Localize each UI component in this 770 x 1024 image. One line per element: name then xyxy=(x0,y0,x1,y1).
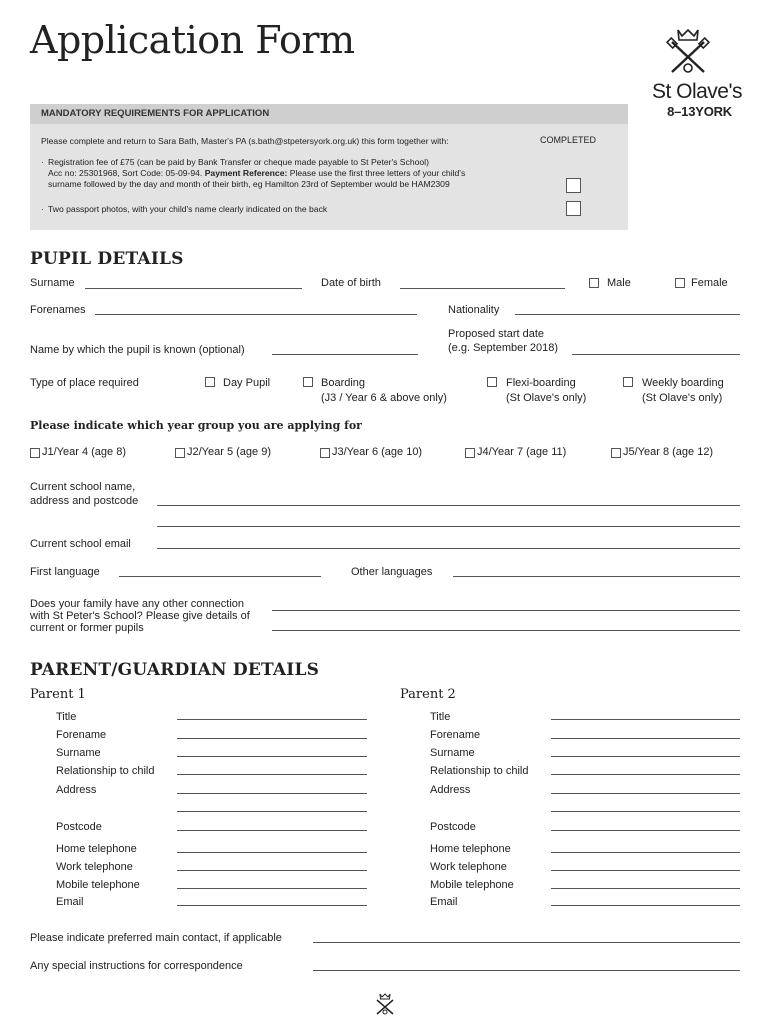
school-name-label-2: address and postcode xyxy=(30,495,139,507)
flexi-boarding-note: (St Olave's only) xyxy=(506,392,587,404)
p1-email-field[interactable] xyxy=(177,905,367,906)
day-pupil-label: Day Pupil xyxy=(223,377,271,389)
year-group-heading: Please indicate which year group you are applying for xyxy=(30,419,362,432)
p1-forename-field[interactable] xyxy=(177,738,367,739)
school-email-field[interactable] xyxy=(157,548,740,549)
preferred-contact-label: Please indicate preferred main contact, if applicable xyxy=(30,932,282,944)
footer-crest-icon xyxy=(373,992,397,1016)
logo-name: St Olave's xyxy=(651,80,742,103)
p1-address-label: Address xyxy=(56,784,97,796)
p2-forename-field[interactable] xyxy=(551,738,740,739)
p1-home-tel-label: Home telephone xyxy=(56,843,137,855)
flexi-boarding-checkbox[interactable] xyxy=(487,377,497,387)
proposed-start-example: (e.g. September 2018) xyxy=(448,342,559,354)
p2-work-tel-field[interactable] xyxy=(551,870,740,871)
p1-mobile-label: Mobile telephone xyxy=(56,879,140,891)
p1-mobile-field[interactable] xyxy=(177,888,367,889)
nationality-label: Nationality xyxy=(448,304,500,316)
flexi-boarding-label: Flexi-boarding xyxy=(506,377,576,389)
p2-relationship-label: Relationship to child xyxy=(430,765,529,777)
p2-surname-label: Surname xyxy=(430,747,475,759)
weekly-boarding-note: (St Olave's only) xyxy=(642,392,723,404)
p2-mobile-field[interactable] xyxy=(551,888,740,889)
special-instructions-field[interactable] xyxy=(313,970,740,971)
bullet-2-icon: · xyxy=(41,204,44,214)
dob-field[interactable] xyxy=(400,288,565,289)
p2-address-label: Address xyxy=(430,784,471,796)
year-j3-label: J3/Year 6 (age 10) xyxy=(332,446,423,458)
p1-postcode-label: Postcode xyxy=(56,821,102,833)
p2-title-label: Title xyxy=(430,711,451,723)
connection-label-1: Does your family have any other connection xyxy=(30,598,245,610)
school-crest-icon xyxy=(664,26,712,78)
requirement-fee-line3: surname followed by the day and month of their birth, eg Hamilton 23rd of September would be HAM2309 xyxy=(48,179,450,189)
weekly-boarding-label: Weekly boarding xyxy=(642,377,724,389)
requirement-photos: Two passport photos, with your child's name clearly indicated on the back xyxy=(48,204,328,214)
year-j1-label: J1/Year 4 (age 8) xyxy=(42,446,126,458)
p1-surname-field[interactable] xyxy=(177,756,367,757)
page-title: Application Form xyxy=(30,18,355,62)
connection-label-2: with St Peter's School? Please give details of xyxy=(30,610,250,622)
parent-details-heading: PARENT/GUARDIAN DETAILS xyxy=(30,660,320,680)
year-j4-checkbox[interactable] xyxy=(465,448,475,458)
p1-relationship-field[interactable] xyxy=(177,774,367,775)
p2-home-tel-label: Home telephone xyxy=(430,843,511,855)
p2-mobile-label: Mobile telephone xyxy=(430,879,514,891)
school-name-field-2[interactable] xyxy=(157,526,740,527)
school-email-label: Current school email xyxy=(30,538,131,550)
p1-relationship-label: Relationship to child xyxy=(56,765,155,777)
other-languages-field[interactable] xyxy=(453,576,740,577)
completed-label: COMPLETED xyxy=(540,135,597,145)
p2-surname-field[interactable] xyxy=(551,756,740,757)
p1-address-field-1[interactable] xyxy=(177,793,367,794)
known-name-label: Name by which the pupil is known (optional) xyxy=(30,344,245,356)
boarding-note: (J3 / Year 6 & above only) xyxy=(321,392,447,404)
year-j5-checkbox[interactable] xyxy=(611,448,621,458)
requirements-intro: Please complete and return to Sara Bath, Master's PA (s.bath@stpetersyork.org.uk) this form together with: xyxy=(41,136,449,146)
special-instructions-label: Any special instructions for correspondence xyxy=(30,960,243,972)
p2-relationship-field[interactable] xyxy=(551,774,740,775)
boarding-label: Boarding xyxy=(321,377,366,389)
year-j2-checkbox[interactable] xyxy=(175,448,185,458)
connection-label-3: current or former pupils xyxy=(30,622,144,634)
male-label: Male xyxy=(607,277,631,289)
male-checkbox[interactable] xyxy=(589,278,599,288)
first-language-label: First language xyxy=(30,566,100,578)
connection-field-2[interactable] xyxy=(272,630,740,631)
p1-work-tel-field[interactable] xyxy=(177,870,367,871)
p1-title-field[interactable] xyxy=(177,719,367,720)
day-pupil-checkbox[interactable] xyxy=(205,377,215,387)
fee-completed-checkbox[interactable] xyxy=(566,178,581,193)
female-label: Female xyxy=(691,277,728,289)
logo-subtitle: 8–13YORK xyxy=(667,104,732,119)
year-j2-label: J2/Year 5 (age 9) xyxy=(187,446,271,458)
p1-address-field-2[interactable] xyxy=(177,811,367,812)
forenames-label: Forenames xyxy=(30,304,86,316)
place-type-label: Type of place required xyxy=(30,377,139,389)
school-name-field-1[interactable] xyxy=(157,505,740,506)
boarding-checkbox[interactable] xyxy=(303,377,313,387)
requirement-fee-line2: Acc no: 25301968, Sort Code: 05-09-94. Payment Reference: Please use the first three letters of your child's xyxy=(48,168,466,178)
p2-home-tel-field[interactable] xyxy=(551,852,740,853)
p2-email-field[interactable] xyxy=(551,905,740,906)
p1-email-label: Email xyxy=(56,896,84,908)
p2-title-field[interactable] xyxy=(551,719,740,720)
preferred-contact-field[interactable] xyxy=(313,942,740,943)
female-checkbox[interactable] xyxy=(675,278,685,288)
parent-2-heading: Parent 2 xyxy=(400,687,456,702)
parent-1-heading: Parent 1 xyxy=(30,687,86,702)
p1-home-tel-field[interactable] xyxy=(177,852,367,853)
p2-postcode-field[interactable] xyxy=(551,830,740,831)
p1-forename-label: Forename xyxy=(56,729,107,741)
requirements-heading: MANDATORY REQUIREMENTS FOR APPLICATION xyxy=(41,108,270,119)
known-name-field[interactable] xyxy=(272,354,418,355)
first-language-field[interactable] xyxy=(119,576,321,577)
year-j1-checkbox[interactable] xyxy=(30,448,40,458)
nationality-field[interactable] xyxy=(515,314,740,315)
p2-postcode-label: Postcode xyxy=(430,821,476,833)
bullet-1-icon: · xyxy=(41,157,44,167)
weekly-boarding-checkbox[interactable] xyxy=(623,377,633,387)
requirements-header xyxy=(30,104,628,124)
year-j5-label: J5/Year 8 (age 12) xyxy=(623,446,714,458)
year-j3-checkbox[interactable] xyxy=(320,448,330,458)
p1-postcode-field[interactable] xyxy=(177,830,367,831)
surname-label: Surname xyxy=(30,277,75,289)
p2-address-field-2[interactable] xyxy=(551,811,740,812)
p1-work-tel-label: Work telephone xyxy=(56,861,133,873)
surname-field[interactable] xyxy=(85,288,302,289)
connection-field-1[interactable] xyxy=(272,610,740,611)
pupil-details-heading: PUPIL DETAILS xyxy=(30,249,184,269)
p1-surname-label: Surname xyxy=(56,747,101,759)
other-languages-label: Other languages xyxy=(351,566,433,578)
p2-work-tel-label: Work telephone xyxy=(430,861,507,873)
p2-forename-label: Forename xyxy=(430,729,481,741)
school-name-label-1: Current school name, xyxy=(30,481,136,493)
requirement-fee-line1: Registration fee of £75 (can be paid by Bank Transfer or cheque made payable to St Peter's School) xyxy=(48,157,429,167)
forenames-field[interactable] xyxy=(95,314,417,315)
proposed-start-field[interactable] xyxy=(572,354,740,355)
proposed-start-label: Proposed start date xyxy=(448,328,545,340)
photos-completed-checkbox[interactable] xyxy=(566,201,581,216)
p2-email-label: Email xyxy=(430,896,458,908)
dob-label: Date of birth xyxy=(321,277,381,289)
p1-title-label: Title xyxy=(56,711,77,723)
p2-address-field-1[interactable] xyxy=(551,793,740,794)
year-j4-label: J4/Year 7 (age 11) xyxy=(477,446,567,458)
